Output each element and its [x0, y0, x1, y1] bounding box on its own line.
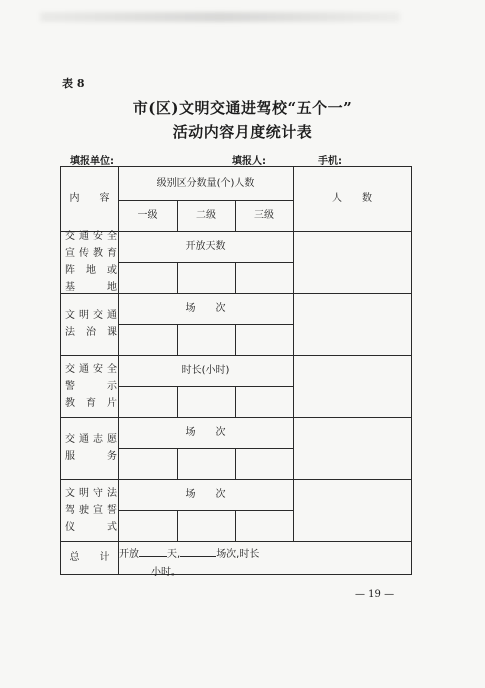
table-line	[177, 262, 178, 293]
phone-label: 手机:	[318, 156, 342, 167]
header-level-2: 二级	[196, 209, 216, 221]
table-line	[118, 262, 293, 263]
row-label-education-base	[65, 231, 117, 293]
total-text-days: 天,	[167, 549, 181, 560]
row-label-volunteer	[65, 417, 117, 479]
row-metric-open-days: 开放天数	[185, 240, 226, 252]
row-label-line: 警 示	[65, 380, 117, 392]
blank-days	[139, 545, 167, 557]
scan-smudge	[40, 12, 400, 22]
row-label-line: 文明守法	[65, 487, 117, 499]
page-number: — 19 —	[355, 589, 395, 600]
row-label-warning-film	[65, 355, 117, 417]
fill-unit-label: 填报单位:	[70, 156, 114, 167]
table-line	[177, 448, 178, 479]
table-line	[235, 262, 236, 293]
row-label-line: 法 治 课	[65, 327, 117, 338]
table-line	[235, 324, 236, 355]
table-line	[177, 324, 178, 355]
row-label-oath-ceremony	[65, 479, 117, 541]
row-metric-duration: 时长(小时)	[181, 364, 230, 376]
table-line	[235, 510, 236, 541]
total-label: 总 计	[69, 552, 110, 564]
row-metric-sessions: 场 次	[185, 426, 226, 438]
row-metric-sessions: 场 次	[185, 302, 226, 314]
title-line-1: 市(区)文明交通进驾校“五个一”	[132, 99, 353, 117]
row-label-line: 服 务	[65, 451, 117, 462]
filler-label: 填报人:	[232, 156, 266, 167]
row-label-law-class	[65, 293, 117, 355]
row-label-line: 阵 地 或	[65, 265, 117, 276]
row-label-line: 驾驶宣誓	[65, 504, 117, 516]
row-label-line: 教 育 片	[65, 397, 117, 409]
row-label-line: 宣传教育	[65, 248, 117, 259]
table-line	[235, 448, 236, 479]
table-line	[177, 386, 178, 417]
row-label-line: 文明交通	[65, 310, 117, 321]
total-statement	[119, 545, 351, 581]
row-label-line: 交通安全	[65, 363, 117, 375]
total-text-open: 开放	[119, 549, 139, 560]
total-text-sessions: 场次,时长	[216, 549, 260, 560]
header-level-group: 级别区分数量(个)人数	[156, 177, 255, 189]
header-people: 人 数	[332, 193, 372, 205]
table-line	[118, 448, 293, 449]
table-line	[235, 386, 236, 417]
table-line	[118, 324, 293, 325]
row-label-line: 仪 式	[65, 521, 117, 533]
row-label-line: 交通志愿	[65, 434, 117, 445]
table-line	[177, 510, 178, 541]
title-line-2: 活动内容月度统计表	[172, 123, 313, 141]
row-metric-sessions: 场 次	[185, 488, 226, 500]
header-content: 内 容	[69, 193, 110, 205]
blank-sessions	[180, 545, 216, 557]
table-line	[118, 386, 293, 387]
blank-hours	[119, 563, 151, 575]
table-number: 表 8	[62, 77, 85, 90]
header-level-1: 一级	[137, 209, 158, 221]
header-level-3: 三级	[254, 209, 274, 221]
statistics-table	[60, 166, 412, 578]
total-text-hours: 小时。	[151, 567, 181, 578]
table-line	[118, 510, 293, 511]
row-label-line: 基 地	[65, 282, 117, 293]
row-label-line: 交通安全	[65, 231, 117, 242]
